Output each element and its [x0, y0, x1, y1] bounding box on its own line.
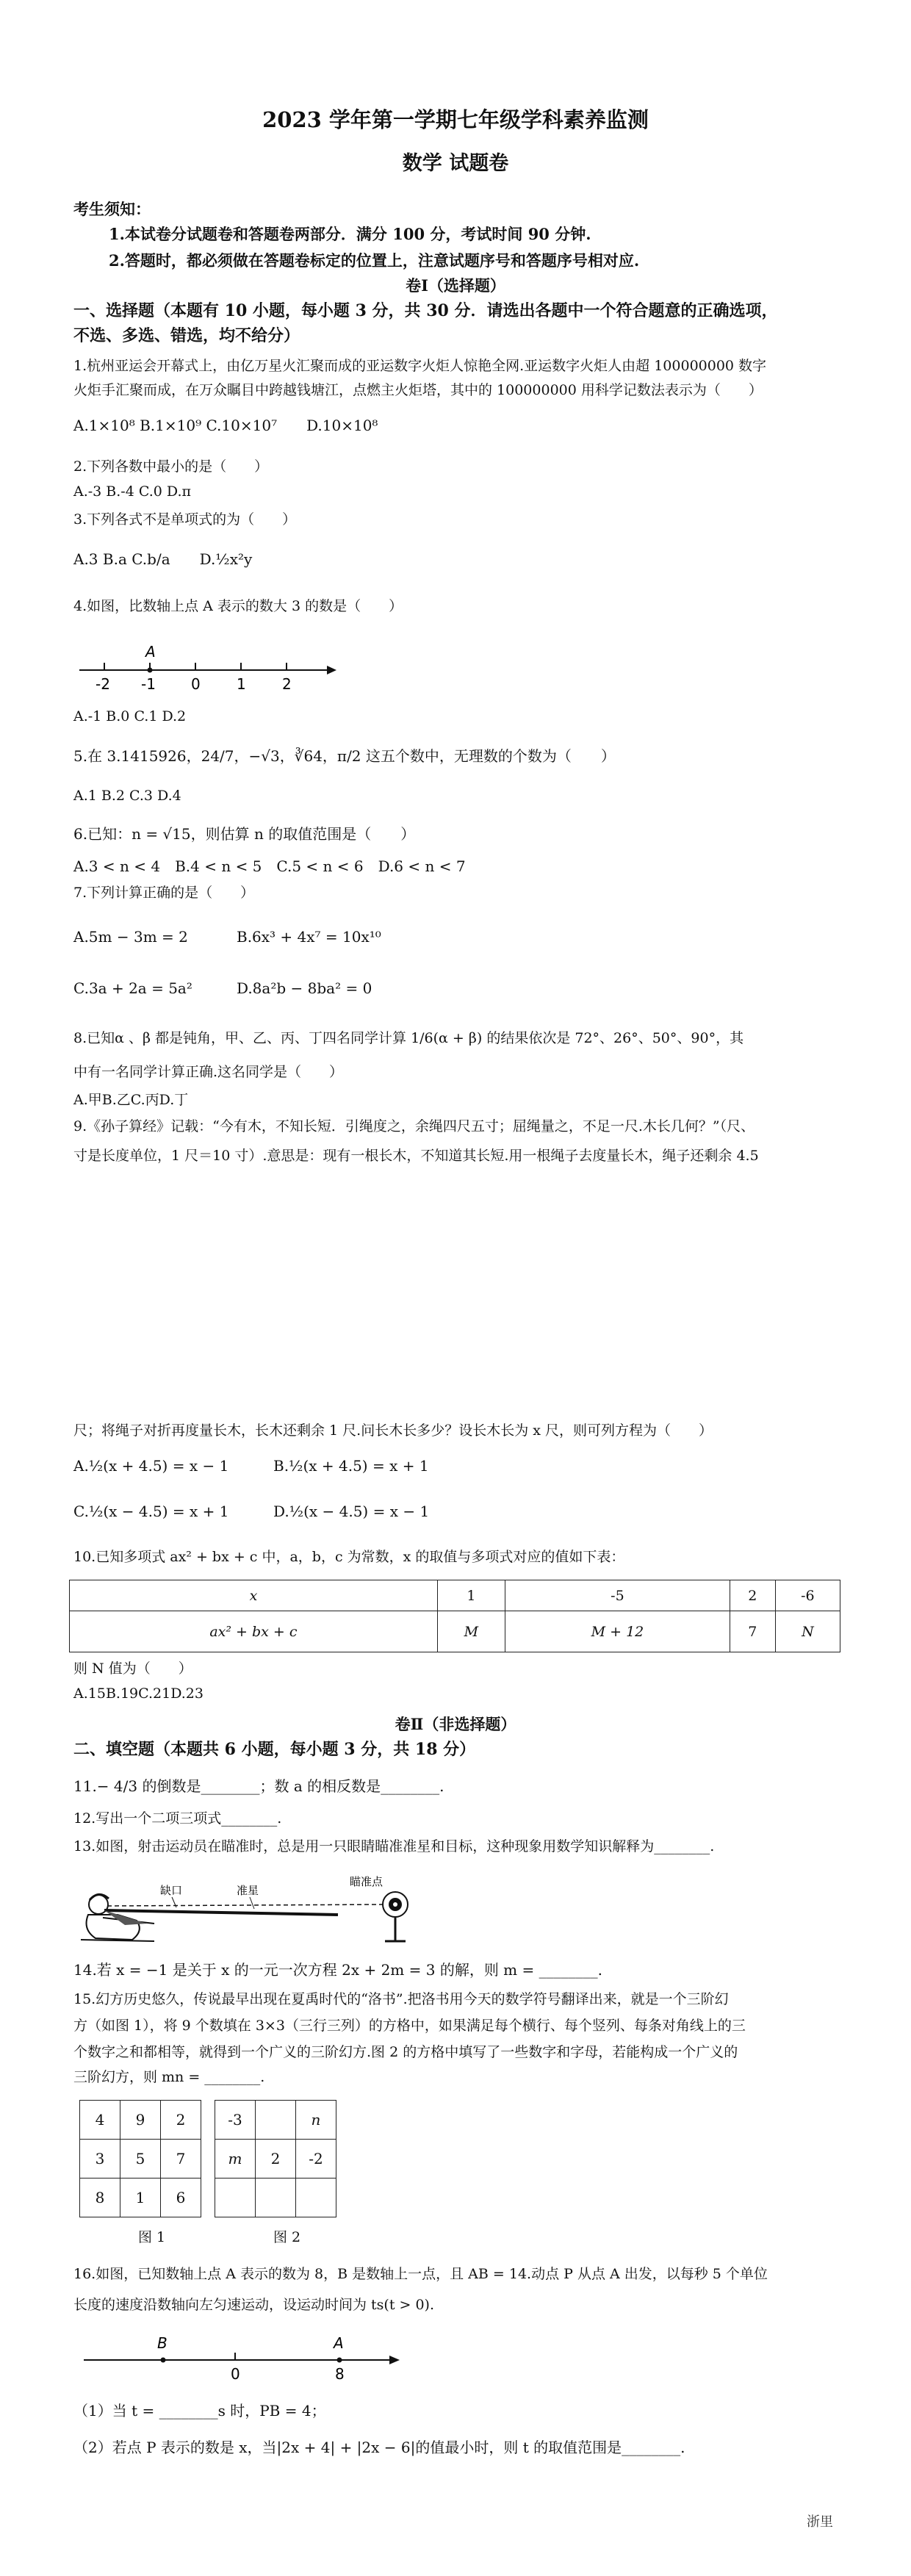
q7-option-d: D.8a²b − 8ba² = 0	[237, 979, 372, 997]
q16-part-1: （1）当 t = ________s 时，PB = 4；	[73, 2402, 326, 2420]
table-row	[70, 1580, 840, 1611]
grid-cell: 4	[80, 2101, 120, 2140]
q11-text: 11.− 4/3 的倒数是________；数 a 的相反数是________.	[73, 1777, 444, 1795]
q4-axis-arrow	[327, 666, 336, 674]
grid-cell: 9	[120, 2101, 161, 2140]
table-row	[80, 2179, 201, 2217]
q16-text-a: 16.如图，已知数轴上点 A 表示的数为 8，B 是数轴上一点，且 AB = 14.动点 P 从点 A 出发，以每秒 5 个单位	[73, 2266, 768, 2282]
q16-text-b: 长度的速度沿数轴向左匀速运动，设运动时间为 ts(t > 0).	[73, 2297, 435, 2313]
q5-options: A.1 B.2 C.3 D.4	[73, 788, 181, 804]
q1-options: A.1×10⁸ B.1×10⁹ C.10×10⁷ D.10×10⁸	[73, 417, 378, 434]
grid-cell: 2	[256, 2140, 296, 2179]
q4-tick-label: -2	[96, 675, 110, 693]
grid-cell: n	[296, 2101, 336, 2140]
q4-tick-label: 2	[282, 675, 292, 693]
table-row	[215, 2140, 336, 2179]
q4-options: A.-1 B.0 C.1 D.2	[73, 708, 187, 724]
q9-option-c: C.½(x − 4.5) = x + 1	[73, 1503, 229, 1520]
q4-point-a	[148, 668, 153, 673]
q4-tick-label: -1	[141, 675, 156, 693]
figure-1-caption: 图 1	[138, 2229, 166, 2245]
q16-label-a: A	[334, 2334, 344, 2352]
section-1-title-b: 不选、多选、错选，均不给分）	[73, 326, 300, 345]
grid-cell	[215, 2179, 256, 2217]
sight-line	[107, 1904, 391, 1906]
table-cell: -5	[505, 1580, 730, 1611]
grid-cell: 2	[161, 2101, 201, 2140]
q13-target-label: 瞄准点	[350, 1875, 384, 1888]
notice-line-1: 1.本试卷分试题卷和答题卷两部分．满分 100 分，考试时间 90 分钟.	[109, 225, 591, 243]
q5-text: 5.在 3.1415926，24/7，−√3，∛64，π/2 这五个数中，无理数的个数为（ ）	[73, 747, 616, 765]
q15-text-a: 15.幻方历史悠久，传说最早出现在夏禹时代的“洛书”.把洛书用今天的数学符号翻译出来，就是一个三阶幻	[73, 1991, 729, 2007]
q9-text-b: 寸是长度单位，1 尺＝10 寸）.意思是：现有一根长木，不知道其长短.用一根绳子去度量长木，绳子还剩余 4.5	[73, 1148, 759, 1164]
notice-line-2: 2.答题时，都必须做在答题卷标定的位置上，注意试题序号和答题序号相对应.	[109, 251, 640, 270]
table-cell: -6	[775, 1580, 840, 1611]
q4-tick-label: 1	[237, 675, 246, 693]
magic-square-2	[215, 2100, 336, 2217]
grid-cell: m	[215, 2140, 256, 2179]
part-1-title: 卷Ⅰ（选择题）	[406, 276, 505, 295]
footer-mark: 浙里	[807, 2514, 833, 2530]
table-cell: ax² + bx + c	[70, 1611, 438, 1652]
q9-text-a: 9.《孙子算经》记载：“今有木，不知长短．引绳度之，余绳四尺五寸；屈绳量之，不足一尺.木长几何？”（尺、	[73, 1118, 755, 1134]
target-icon	[383, 1892, 408, 1941]
q10-text: 10.已知多项式 ax² + bx + c 中，a，b，c 为常数，x 的取值与多项式对应的值如下表：	[73, 1549, 625, 1565]
exam-subtitle: 数学 试题卷	[402, 152, 509, 175]
table-cell: 2	[730, 1580, 775, 1611]
q16-tick-0: 0	[231, 2365, 240, 2383]
table-cell: x	[70, 1580, 438, 1611]
grid-cell: 6	[161, 2179, 201, 2217]
q15-text-d: 三阶幻方，则 mn = ________.	[73, 2069, 265, 2085]
magic-square-1	[79, 2100, 201, 2217]
q16-axis-arrow	[389, 2356, 400, 2364]
table-row	[80, 2140, 201, 2179]
q7-option-a: A.5m − 3m = 2	[73, 928, 188, 946]
table-cell: N	[775, 1611, 840, 1652]
q6-options: A.3 < n < 4 B.4 < n < 5 C.5 < n < 6 D.6 < n < 7	[73, 857, 466, 875]
part-2-title: 卷Ⅱ（非选择题）	[395, 1715, 516, 1733]
q10-ask: 则 N 值为（ ）	[73, 1661, 192, 1677]
grid-cell: 3	[80, 2140, 120, 2179]
table-row	[215, 2179, 336, 2217]
q7-option-c: C.3a + 2a = 5a²	[73, 979, 192, 997]
q16-point-b	[161, 2358, 166, 2363]
q10-value-table	[69, 1580, 840, 1652]
q13-text: 13.如图，射击运动员在瞄准时，总是用一只眼睛瞄准准星和目标，这种现象用数学知识解释为________.	[73, 1838, 715, 1854]
q10-options: A.15B.19C.21D.23	[73, 1685, 204, 1702]
table-row	[215, 2101, 336, 2140]
q16-number-line	[73, 2331, 411, 2391]
q9-option-d: D.½(x − 4.5) = x − 1	[273, 1503, 430, 1520]
grid-cell: 5	[120, 2140, 161, 2179]
q13-shooter-figure	[73, 1872, 426, 1946]
rifle-barrel	[104, 1910, 338, 1915]
q14-text: 14.若 x = −1 是关于 x 的一元一次方程 2x + 2m = 3 的解，则 m = ________.	[73, 1961, 602, 1979]
q12-text: 12.写出一个二项三项式________.	[73, 1810, 282, 1827]
q9-option-a: A.½(x + 4.5) = x − 1	[73, 1457, 229, 1475]
q13-notch-label: 缺口	[160, 1884, 183, 1897]
q2-options: A.-3 B.-4 C.0 D.π	[73, 483, 191, 500]
q16-point-a	[337, 2358, 342, 2363]
q1-text-a: 1.杭州亚运会开幕式上，由亿万星火汇聚而成的亚运数字火炬人惊艳全网.亚运数字火炬人由超 100000000 数字	[73, 358, 767, 374]
q9-text-c: 尺；将绳子对折再度量长木，长木还剩余 1 尺.问长木长多少？设长木长为 x 尺，则可列方程为（ ）	[73, 1422, 713, 1439]
q3-text: 3.下列各式不是单项式的为（ ）	[73, 511, 297, 528]
q4-tick-label: 0	[191, 675, 201, 693]
q8-text-b: 中有一名同学计算正确.这名同学是（ ）	[73, 1064, 344, 1080]
q4-point-label: A	[145, 643, 156, 661]
q13-sight-label: 准星	[237, 1884, 259, 1897]
figure-2-caption: 图 2	[273, 2229, 301, 2245]
grid-cell: 8	[80, 2179, 120, 2217]
grid-cell	[256, 2179, 296, 2217]
q16-part-2: （2）若点 P 表示的数是 x，当|2x + 4| + |2x − 6|的值最小时，则 t 的取值范围是________.	[73, 2439, 685, 2456]
q3-options: A.3 B.a C.b/a D.½x²y	[73, 550, 253, 568]
grid-cell: 1	[120, 2179, 161, 2217]
exam-title: 2023 学年第一学期七年级学科素养监测	[262, 107, 649, 132]
q8-options: A.甲B.乙C.丙D.丁	[73, 1092, 189, 1108]
q16-tick-8: 8	[335, 2365, 345, 2383]
table-cell: 7	[730, 1611, 775, 1652]
q4-number-line	[73, 633, 338, 695]
grid-cell	[256, 2101, 296, 2140]
q6-text: 6.已知：n = √15，则估算 n 的取值范围是（ ）	[73, 825, 416, 843]
notice-heading: 考生须知：	[73, 200, 151, 218]
table-row	[80, 2101, 201, 2140]
q15-text-b: 方（如图 1），将 9 个数填在 3×3（三行三列）的方格中，如果满足每个横行、每个竖列、每条对角线上的三	[73, 2018, 746, 2034]
q8-text-a: 8.已知α 、β 都是钝角，甲、乙、丙、丁四名同学计算 1/6(α + β) 的结果依次是 72°、26°、50°、90°，其	[73, 1030, 744, 1046]
table-cell: M	[437, 1611, 505, 1652]
q7-text: 7.下列计算正确的是（ ）	[73, 885, 255, 901]
q4-text: 4.如图，比数轴上点 A 表示的数大 3 的数是（ ）	[73, 598, 403, 614]
q16-label-b: B	[157, 2334, 168, 2352]
grid-cell	[296, 2179, 336, 2217]
section-1-title-a: 一、选择题（本题有 10 小题，每小题 3 分，共 30 分．请选出各题中一个符合题意的正确选项，	[73, 301, 778, 320]
q1-text-b: 火炬手汇聚而成，在万众瞩目中跨越钱塘江，点燃主火炬塔，其中的 100000000 用科学记数法表示为（ ）	[73, 382, 763, 398]
grid-cell: -2	[296, 2140, 336, 2179]
grid-cell: 7	[161, 2140, 201, 2179]
grid-cell: -3	[215, 2101, 256, 2140]
q2-text: 2.下列各数中最小的是（ ）	[73, 458, 269, 475]
section-2-title: 二、填空题（本题共 6 小题，每小题 3 分，共 18 分）	[73, 1740, 476, 1759]
q9-option-b: B.½(x + 4.5) = x + 1	[273, 1457, 429, 1475]
table-cell: 1	[437, 1580, 505, 1611]
table-row	[70, 1611, 840, 1652]
q7-option-b: B.6x³ + 4x⁷ = 10x¹⁰	[237, 928, 381, 946]
q15-text-c: 个数字之和都相等，就得到一个广义的三阶幻方.图 2 的方格中填写了一些数字和字母，若能构成一个广义的	[73, 2044, 738, 2060]
table-cell: M + 12	[505, 1611, 730, 1652]
